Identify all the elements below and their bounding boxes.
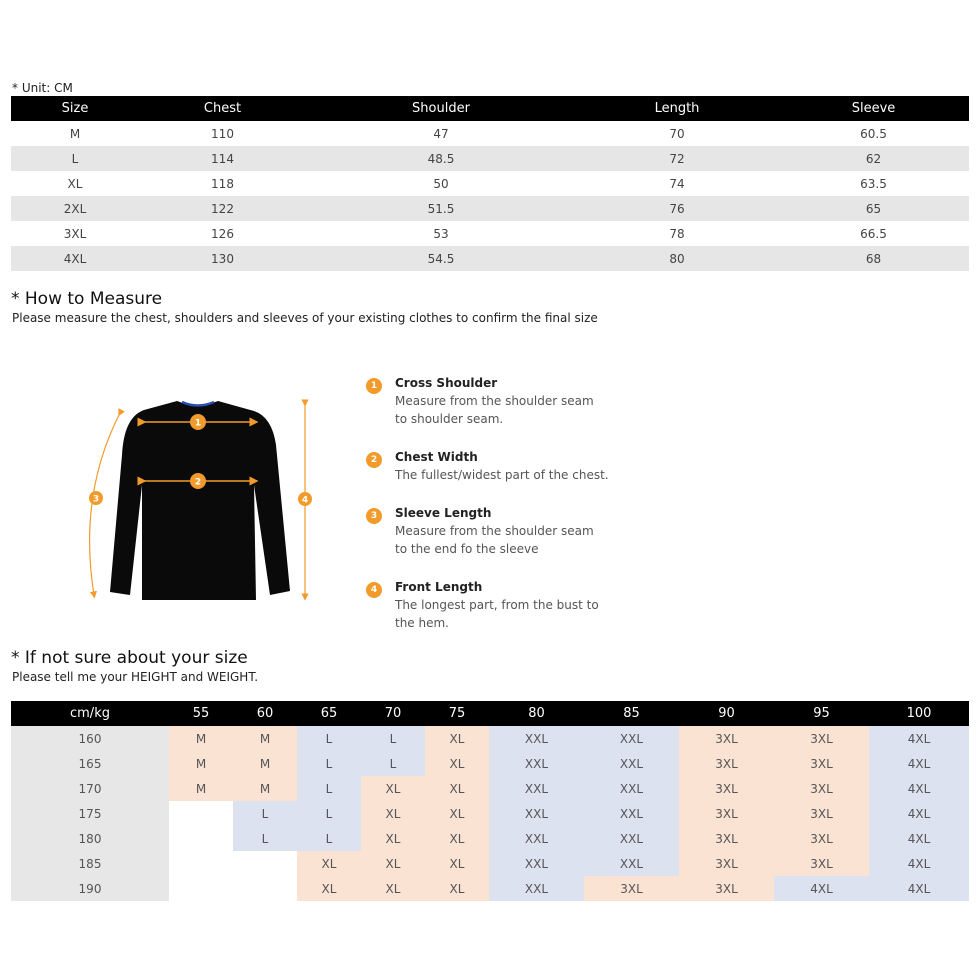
recommended-size-cell: XL bbox=[425, 876, 489, 901]
size-cell: 78 bbox=[669, 226, 685, 241]
size-cell: 54.5 bbox=[306, 246, 576, 271]
step-title: Sleeve Length bbox=[395, 506, 492, 520]
recommended-size-cell: 3XL bbox=[679, 851, 774, 876]
size-cell: 110 bbox=[211, 126, 234, 141]
size-cell: M bbox=[69, 126, 81, 141]
weight-col-header: 55 bbox=[169, 701, 233, 726]
size-cell: 114 bbox=[139, 146, 306, 171]
size-cell: 53 bbox=[433, 226, 449, 241]
recommended-size-cell bbox=[169, 876, 233, 901]
sweater-icon bbox=[110, 401, 290, 600]
height-cell: 190 bbox=[11, 876, 169, 901]
measure-step bbox=[366, 578, 599, 632]
step-description: the hem. bbox=[395, 616, 449, 630]
recommended-size-cell: L bbox=[297, 751, 361, 776]
size-cell: 3XL bbox=[63, 226, 87, 241]
height-cell: 185 bbox=[11, 851, 169, 876]
height-cell: 180 bbox=[11, 826, 169, 851]
size-col-header: Shoulder bbox=[306, 96, 576, 121]
recommended-size-cell: XXL bbox=[489, 851, 584, 876]
size-chart-table bbox=[11, 96, 969, 271]
weight-col-header: 85 bbox=[584, 701, 679, 726]
marker-2-label: 2 bbox=[194, 477, 202, 488]
step-description: Measure from the shoulder seam bbox=[395, 394, 594, 408]
recommended-size-cell: 3XL bbox=[774, 851, 869, 876]
size-cell: XL bbox=[67, 176, 83, 191]
recommended-size-cell: L bbox=[361, 751, 425, 776]
size-chart-header bbox=[11, 96, 969, 121]
recommended-size-cell bbox=[169, 851, 233, 876]
recommended-size-cell bbox=[233, 876, 297, 901]
size-col-header: Sleeve bbox=[778, 96, 969, 121]
sweater-measure-diagram bbox=[82, 395, 322, 605]
weight-col-header: 95 bbox=[774, 701, 869, 726]
size-cell: 4XL bbox=[11, 246, 139, 271]
recommended-size-cell bbox=[169, 826, 233, 851]
marker-4 bbox=[298, 492, 312, 506]
recommended-size-cell: M bbox=[169, 726, 233, 751]
recommended-size-cell: XL bbox=[425, 776, 489, 801]
recommended-size-cell: XXL bbox=[584, 726, 679, 751]
height-row bbox=[11, 751, 969, 776]
height-cell: 160 bbox=[11, 726, 169, 751]
recommended-size-cell: M bbox=[169, 751, 233, 776]
size-cell: 130 bbox=[139, 246, 306, 271]
size-cell: 76 bbox=[576, 196, 778, 221]
size-col-header: Chest bbox=[139, 96, 306, 121]
recommended-size-cell: M bbox=[233, 751, 297, 776]
size-cell: 62 bbox=[778, 146, 969, 171]
recommended-size-cell: XL bbox=[361, 851, 425, 876]
size-cell: 63.5 bbox=[860, 176, 887, 191]
height-row bbox=[11, 776, 969, 801]
size-cell: 51.5 bbox=[306, 196, 576, 221]
recommended-size-cell: XXL bbox=[489, 801, 584, 826]
height-row bbox=[11, 876, 969, 901]
height-cell: 170 bbox=[11, 776, 169, 801]
size-cell: 47 bbox=[433, 126, 449, 141]
size-row bbox=[11, 121, 969, 146]
size-help-title: * If not sure about your size bbox=[11, 648, 248, 668]
step-number-badge: 2 bbox=[366, 452, 382, 468]
recommended-size-cell: XL bbox=[425, 726, 489, 751]
how-to-measure-title: * How to Measure bbox=[11, 289, 163, 309]
recommended-size-cell: L bbox=[233, 801, 297, 826]
recommended-size-cell bbox=[169, 801, 233, 826]
size-row bbox=[11, 221, 969, 246]
recommended-size-cell: XXL bbox=[584, 801, 679, 826]
recommended-size-cell: 3XL bbox=[679, 726, 774, 751]
recommended-size-cell: M bbox=[233, 726, 297, 751]
unit-label: * Unit: CM bbox=[12, 81, 73, 95]
step-description: The fullest/widest part of the chest. bbox=[395, 468, 609, 482]
recommended-size-cell: XXL bbox=[584, 751, 679, 776]
height-cell: 165 bbox=[11, 751, 169, 776]
recommended-size-cell: L bbox=[361, 726, 425, 751]
size-cell: 60.5 bbox=[860, 126, 887, 141]
recommended-size-cell: 4XL bbox=[774, 876, 869, 901]
height-row bbox=[11, 826, 969, 851]
recommended-size-cell: XL bbox=[425, 801, 489, 826]
height-weight-header bbox=[11, 701, 969, 726]
size-row bbox=[11, 171, 969, 196]
size-help-desc: Please tell me your HEIGHT and WEIGHT. bbox=[12, 670, 259, 684]
recommended-size-cell: XL bbox=[361, 776, 425, 801]
step-title: Chest Width bbox=[395, 450, 478, 464]
size-row bbox=[11, 146, 969, 171]
weight-col-header: 60 bbox=[233, 701, 297, 726]
size-col-header: Size bbox=[11, 96, 139, 121]
recommended-size-cell: XXL bbox=[489, 876, 584, 901]
recommended-size-cell: 3XL bbox=[679, 751, 774, 776]
weight-col-header: 70 bbox=[361, 701, 425, 726]
recommended-size-cell: 3XL bbox=[774, 726, 869, 751]
measure-step bbox=[366, 448, 609, 484]
size-row bbox=[11, 246, 969, 271]
recommended-size-cell: 4XL bbox=[869, 876, 969, 901]
recommended-size-cell: XL bbox=[425, 851, 489, 876]
recommended-size-cell: L bbox=[297, 726, 361, 751]
step-title: Front Length bbox=[395, 580, 483, 594]
recommended-size-cell: XXL bbox=[584, 776, 679, 801]
weight-col-header: 65 bbox=[297, 701, 361, 726]
measure-step bbox=[366, 374, 594, 428]
size-cell: 2XL bbox=[11, 196, 139, 221]
how-to-measure-desc: Please measure the chest, shoulders and sleeves of your existing clothes to confirm the final size bbox=[12, 311, 598, 325]
size-cell: 65 bbox=[778, 196, 969, 221]
height-row bbox=[11, 726, 969, 751]
size-cell: 74 bbox=[669, 176, 685, 191]
weight-col-header: 100 bbox=[869, 701, 969, 726]
weight-col-header: 80 bbox=[489, 701, 584, 726]
size-row bbox=[11, 196, 969, 221]
step-description: to shoulder seam. bbox=[395, 412, 504, 426]
step-number-badge: 1 bbox=[366, 378, 382, 394]
recommended-size-cell: XL bbox=[361, 826, 425, 851]
recommended-size-cell: XXL bbox=[489, 826, 584, 851]
step-description: Measure from the shoulder seam bbox=[395, 524, 594, 538]
size-cell: 50 bbox=[433, 176, 449, 191]
height-cell: 175 bbox=[11, 801, 169, 826]
recommended-size-cell: M bbox=[233, 776, 297, 801]
recommended-size-cell: 3XL bbox=[679, 776, 774, 801]
recommended-size-cell: XL bbox=[425, 826, 489, 851]
height-row bbox=[11, 801, 969, 826]
size-cell: 48.5 bbox=[306, 146, 576, 171]
recommended-size-cell: L bbox=[297, 776, 361, 801]
marker-2 bbox=[190, 473, 206, 489]
marker-1 bbox=[190, 414, 206, 430]
recommended-size-cell: XXL bbox=[584, 826, 679, 851]
step-number-badge: 4 bbox=[366, 582, 382, 598]
step-description: to the end fo the sleeve bbox=[395, 542, 539, 556]
recommended-size-cell: 4XL bbox=[869, 801, 969, 826]
recommended-size-cell: 4XL bbox=[869, 751, 969, 776]
recommended-size-cell: L bbox=[233, 826, 297, 851]
size-col-header: Length bbox=[576, 96, 778, 121]
size-cell: 66.5 bbox=[860, 226, 887, 241]
recommended-size-cell: L bbox=[297, 826, 361, 851]
recommended-size-cell: 4XL bbox=[869, 726, 969, 751]
size-cell: 118 bbox=[211, 176, 234, 191]
marker-3-label: 3 bbox=[92, 494, 100, 505]
recommended-size-cell: 4XL bbox=[869, 851, 969, 876]
marker-3 bbox=[89, 491, 103, 505]
step-title: Cross Shoulder bbox=[395, 376, 498, 390]
recommended-size-cell bbox=[233, 851, 297, 876]
recommended-size-cell: M bbox=[169, 776, 233, 801]
recommended-size-cell: XXL bbox=[489, 751, 584, 776]
step-description: The longest part, from the bust to bbox=[395, 598, 599, 612]
size-cell: L bbox=[11, 146, 139, 171]
size-cell: 68 bbox=[778, 246, 969, 271]
recommended-size-cell: XL bbox=[297, 876, 361, 901]
recommended-size-cell: 3XL bbox=[774, 776, 869, 801]
size-cell: 122 bbox=[139, 196, 306, 221]
recommended-size-cell: 3XL bbox=[774, 801, 869, 826]
measure-step bbox=[366, 504, 594, 558]
marker-1-label: 1 bbox=[194, 418, 202, 429]
recommended-size-cell: L bbox=[297, 801, 361, 826]
height-row bbox=[11, 851, 969, 876]
step-number-badge: 3 bbox=[366, 508, 382, 524]
recommended-size-cell: XL bbox=[361, 801, 425, 826]
recommended-size-cell: 3XL bbox=[679, 826, 774, 851]
size-cell: 70 bbox=[669, 126, 685, 141]
recommended-size-cell: 3XL bbox=[774, 826, 869, 851]
recommended-size-cell: XXL bbox=[584, 851, 679, 876]
recommended-size-cell: XXL bbox=[489, 776, 584, 801]
size-cell: 72 bbox=[576, 146, 778, 171]
recommended-size-cell: XXL bbox=[489, 726, 584, 751]
marker-4-label: 4 bbox=[301, 495, 309, 506]
size-cell: 80 bbox=[576, 246, 778, 271]
weight-col-header: 90 bbox=[679, 701, 774, 726]
recommended-size-cell: 4XL bbox=[869, 826, 969, 851]
recommended-size-cell: XL bbox=[425, 751, 489, 776]
recommended-size-cell: XL bbox=[297, 851, 361, 876]
recommended-size-cell: 4XL bbox=[869, 776, 969, 801]
recommended-size-cell: 3XL bbox=[774, 751, 869, 776]
height-weight-table bbox=[11, 701, 969, 901]
recommended-size-cell: 3XL bbox=[584, 876, 679, 901]
size-cell: 126 bbox=[211, 226, 234, 241]
recommended-size-cell: 3XL bbox=[679, 876, 774, 901]
weight-col-header: cm/kg bbox=[11, 701, 169, 726]
recommended-size-cell: 3XL bbox=[679, 801, 774, 826]
weight-col-header: 75 bbox=[425, 701, 489, 726]
recommended-size-cell: XL bbox=[361, 876, 425, 901]
